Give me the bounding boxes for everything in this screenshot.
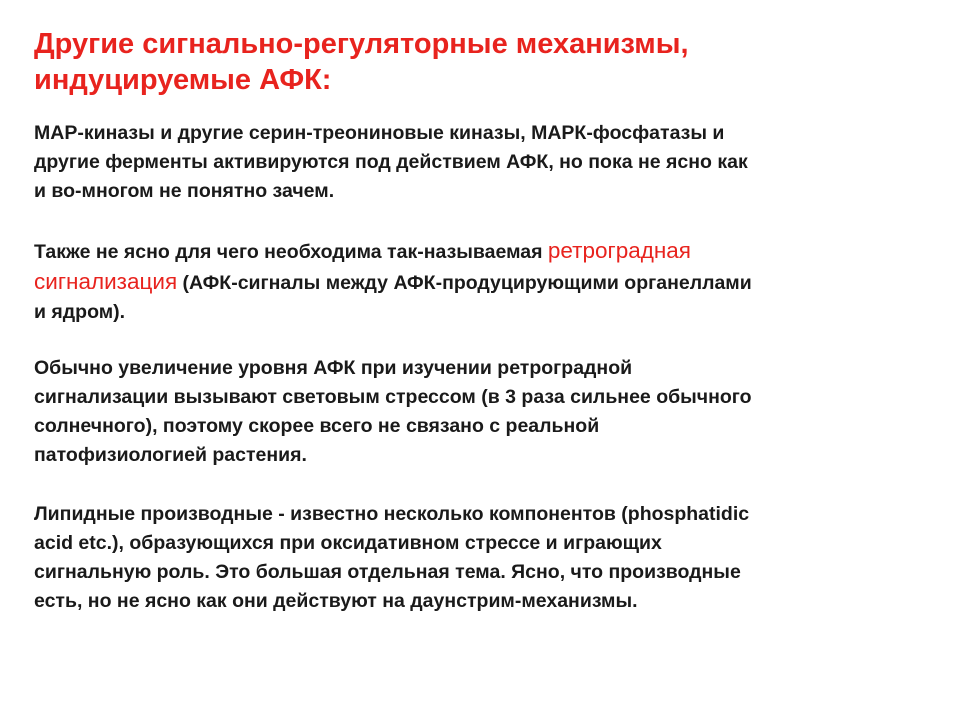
paragraph-3-line-3: солнечного), поэтому скорее всего не связано с реальной (34, 415, 600, 437)
paragraph-3-line-2: сигнализации вызывают световым стрессом (в 3 раза сильнее обычного (34, 386, 752, 408)
paragraph-light-stress (34, 354, 934, 470)
paragraph-4-line-3: сигнальную роль. Это большая отдельная тема. Ясно, что производные (34, 561, 741, 583)
signaling-highlight: сигнализация (34, 269, 178, 294)
paragraph-map-kinases (34, 119, 934, 206)
paragraph-1-line-3: и во-многом не понятно зачем. (34, 180, 335, 202)
paragraph-1-line-1: МАР-киназы и другие серин-треониновые киназы, МАРК-фосфатазы и (34, 122, 725, 144)
retrograde-highlight: ретроградная (547, 238, 691, 263)
paragraph-4-line-2: acid etc.), образующихся при оксидативном стрессе и играющих (34, 532, 662, 554)
title-line-1: Другие сигнально-регуляторные механизмы, (34, 28, 689, 60)
slide-title (34, 26, 924, 98)
paragraph-1-line-2: другие ферменты активируются под действием АФК, но пока не ясно как (34, 151, 748, 173)
paragraph-4-line-1: Липидные производные - известно несколько компонентов (phosphatidic (34, 503, 750, 525)
title-line-2: индуцируемые АФК: (34, 64, 332, 96)
paragraph-lipid-derivatives (34, 500, 934, 616)
paragraph-2-line-3: и ядром). (34, 301, 126, 323)
paragraph-2-line-2-text: (АФК-сигналы между АФК-продуцирующими органеллами (177, 272, 752, 294)
paragraph-3-line-1: Обычно увеличение уровня АФК при изучении ретроградной (34, 357, 633, 379)
paragraph-retrograde-signaling (34, 236, 934, 327)
paragraph-2-line-1-text: Также не ясно для чего необходима так-называемая (34, 241, 548, 263)
paragraph-4-line-4: есть, но не ясно как они действуют на даунстрим-механизмы. (34, 590, 638, 612)
paragraph-3-line-4: патофизиологией растения. (34, 444, 307, 466)
